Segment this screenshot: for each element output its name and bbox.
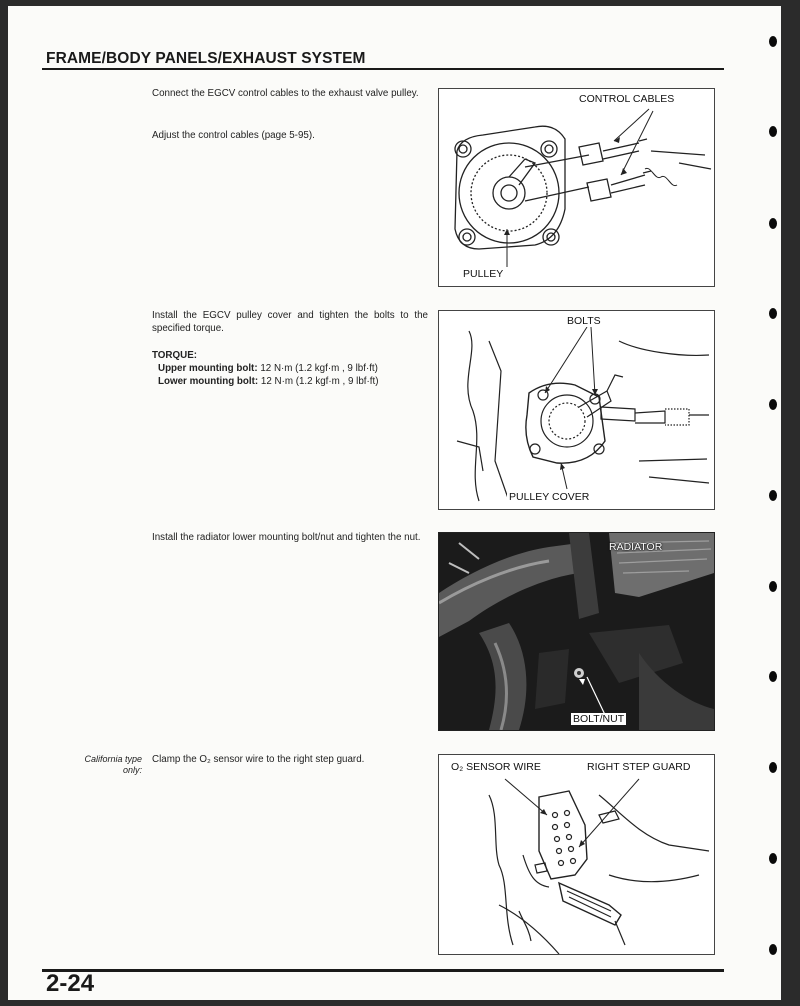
torque-upper-value: 12 N·m (1.2 kgf·m , 9 lbf·ft) [260, 363, 378, 374]
torque-upper-label: Upper mounting bolt: [158, 363, 258, 374]
egcv-pulley-drawing [439, 89, 714, 286]
torque-lower-label: Lower mounting bolt: [158, 376, 259, 387]
figure-pulley-cover [438, 310, 715, 510]
binder-hole [769, 853, 777, 864]
figure-step-guard [438, 754, 715, 955]
footer-rule [42, 969, 724, 972]
step-guard-drawing [439, 755, 714, 954]
figure-control-cables [438, 88, 715, 287]
page-title: FRAME/BODY PANELS/EXHAUST SYSTEM [46, 50, 366, 67]
step3-instruction: Install the radiator lower mounting bolt/nut and tighten the nut. [152, 532, 421, 543]
binder-hole [769, 671, 777, 682]
page-number: 2-24 [46, 970, 95, 997]
manual-page [8, 6, 781, 1000]
binder-hole [769, 218, 777, 229]
california-note-line2: only: [122, 765, 142, 775]
torque-heading: TORQUE: [152, 350, 197, 361]
california-note [58, 754, 142, 776]
binder-hole [769, 36, 777, 47]
pulley-cover-drawing [439, 311, 714, 509]
label-o2-sensor-wire: O₂ SENSOR WIRE [451, 761, 541, 773]
binder-hole [769, 944, 777, 955]
step1-instruction: Connect the EGCV control cables to the exhaust valve pulley. [152, 88, 419, 99]
label-pulley-cover: PULLEY COVER [509, 491, 590, 503]
radiator-photo [439, 533, 714, 730]
binder-hole [769, 490, 777, 501]
label-control-cables: CONTROL CABLES [579, 93, 675, 105]
label-bolt-nut: BOLT/NUT [573, 713, 625, 725]
binder-hole [769, 581, 777, 592]
step1-adjust-note: Adjust the control cables (page 5-95). [152, 130, 315, 141]
binder-hole [769, 308, 777, 319]
label-pulley: PULLEY [463, 268, 504, 280]
label-right-step-guard: RIGHT STEP GUARD [587, 761, 691, 773]
binder-hole [769, 399, 777, 410]
label-radiator: RADIATOR [609, 541, 663, 553]
figure-radiator-photo [438, 532, 715, 731]
torque-upper [158, 363, 438, 376]
label-bolts: BOLTS [567, 315, 601, 327]
torque-lower [158, 376, 438, 389]
step2-instruction: Install the EGCV pulley cover and tighten the bolts to the specified torque. [152, 310, 428, 334]
step4-instruction: Clamp the O₂ sensor wire to the right step guard. [152, 754, 365, 765]
california-note-line1: California type [84, 754, 142, 764]
binder-hole [769, 126, 777, 137]
header-rule [42, 68, 724, 70]
torque-lower-value: 12 N·m (1.2 kgf·m , 9 lbf·ft) [260, 376, 379, 387]
binder-hole [769, 762, 777, 773]
